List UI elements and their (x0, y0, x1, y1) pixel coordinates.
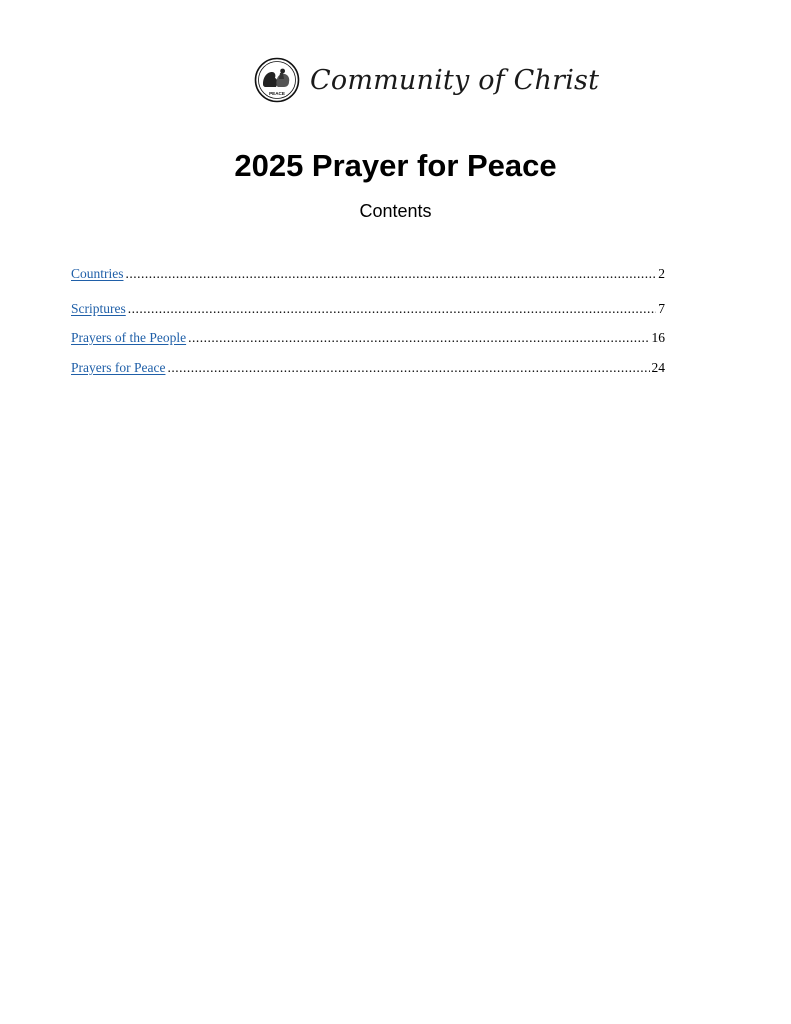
toc-page-number: 16 (651, 330, 665, 345)
toc-link-prayers-of-the-people[interactable]: Prayers of the People (71, 330, 187, 345)
dove-seal-icon (254, 57, 300, 103)
toc-page-number: 7 (658, 301, 665, 316)
toc-leader-dots (128, 301, 657, 317)
organization-name: Community of Christ (310, 64, 600, 96)
toc-link-prayers-for-peace[interactable]: Prayers for Peace (71, 360, 166, 375)
toc-leader-dots (126, 266, 657, 282)
toc-entry-prayers-for-peace (71, 360, 665, 380)
toc-entry-scriptures (71, 301, 665, 321)
toc-link-scriptures[interactable]: Scriptures (71, 301, 126, 316)
toc-leader-dots (188, 330, 649, 346)
toc-page-number: 24 (651, 360, 665, 375)
seal-text: PEACE (269, 91, 285, 96)
page-title: 2025 Prayer for Peace (234, 148, 557, 183)
organization-logo (254, 56, 599, 104)
toc-entry-countries (71, 266, 665, 286)
toc-link-countries[interactable]: Countries (71, 266, 124, 281)
toc-leader-dots (167, 360, 649, 376)
contents-heading: Contents (359, 201, 432, 221)
toc-page-number: 2 (658, 266, 665, 281)
toc-entry-prayers-of-the-people (71, 330, 665, 350)
